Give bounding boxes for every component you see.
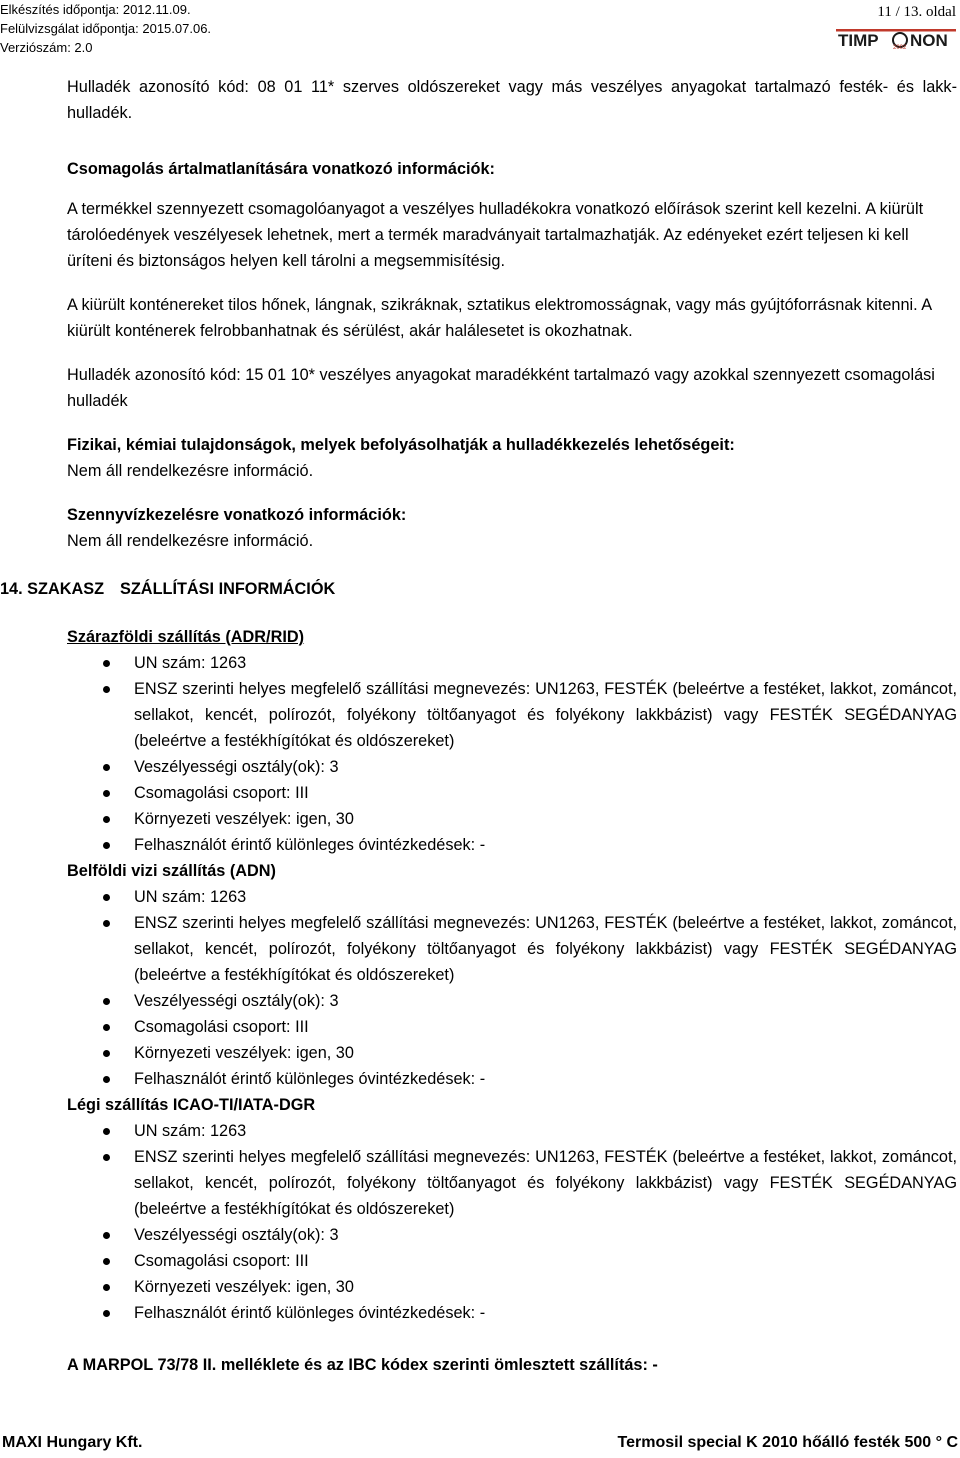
inland-transport-list xyxy=(67,884,957,1092)
waste-code-2: Hulladék azonosító kód: 15 01 10* veszélyes anyagokat maradékként tartalmazó vagy azokkal szennyezett csomagolási hulladék xyxy=(67,366,935,410)
container-warning: A kiürült konténereket tilos hőnek, lángnak, szikráknak, sztatikus elektromosságnak, vagy más gyújtóforrásnak kitenni. A kiürült konténerek felrobbanhatnak és sérülést, akár halálesetet is okozhatnak. xyxy=(67,296,932,340)
list-item: Környezeti veszélyek: igen, 30 xyxy=(67,806,957,832)
list-item: Felhasználót érintő különleges óvintézkedések: - xyxy=(67,1300,957,1326)
section-14-heading xyxy=(0,576,957,602)
list-item: Csomagolási csoport: III xyxy=(67,1014,957,1040)
land-transport-list xyxy=(67,650,957,858)
section-number: 14. SZAKASZ xyxy=(0,580,105,598)
version-number: Verziószám: 2.0 xyxy=(0,40,93,55)
list-item: Környezeti veszélyek: igen, 30 xyxy=(67,1274,957,1300)
inland-transport-heading: Belföldi vizi szállítás (ADN) xyxy=(67,862,276,880)
page-number: 11 / 13. oldal xyxy=(877,4,956,20)
list-item: UN szám: 1263 xyxy=(67,884,957,910)
logo-text-right: NON xyxy=(910,31,948,50)
footer-product: Termosil special K 2010 hőálló festék 500 ° C xyxy=(617,1434,958,1451)
company-logo xyxy=(836,24,956,50)
list-item: ENSZ szerinti helyes megfelelő szállítási megnevezés: UN1263, FESTÉK (beleértve a festéket, lakkot, zománcot, sellakot, kencét, polírozót, folyékony töltőanyagot és folyékony lakkbázist) vagy FESTÉK SEGÉDANYAG (beleértve a festékhígítókat és oldószereket) xyxy=(67,910,957,988)
list-item: ENSZ szerinti helyes megfelelő szállítási megnevezés: UN1263, FESTÉK (beleértve a festéket, lakkot, zománcot, sellakot, kencét, polírozót, folyékony töltőanyagot és folyékony lakkbázist) vagy FESTÉK SEGÉDANYAG (beleértve a festékhígítókat és oldószereket) xyxy=(67,676,957,754)
list-item: UN szám: 1263 xyxy=(67,1118,957,1144)
list-item: Veszélyességi osztály(ok): 3 xyxy=(67,754,957,780)
page-content xyxy=(0,74,957,1378)
list-item: Veszélyességi osztály(ok): 3 xyxy=(67,988,957,1014)
list-item: Felhasználót érintő különleges óvintézkedések: - xyxy=(67,832,957,858)
list-item: ENSZ szerinti helyes megfelelő szállítási megnevezés: UN1263, FESTÉK (beleértve a festéket, lakkot, zománcot, sellakot, kencét, polírozót, folyékony töltőanyagot és folyékony lakkbázist) vagy FESTÉK SEGÉDANYAG (beleértve a festékhígítókat és oldószereket) xyxy=(67,1144,957,1222)
list-item: UN szám: 1263 xyxy=(67,650,957,676)
packaging-heading: Csomagolás ártalmatlanítására vonatkozó információk: xyxy=(67,160,495,178)
list-item: Környezeti veszélyek: igen, 30 xyxy=(67,1040,957,1066)
waste-code-1: Hulladék azonosító kód: 08 01 11* szerves oldószereket vagy más veszélyes anyagokat tartalmazó festék- és lakk-hulladék. xyxy=(67,78,957,122)
document-header-info xyxy=(0,0,211,57)
air-transport-list xyxy=(67,1118,957,1326)
list-item: Veszélyességi osztály(ok): 3 xyxy=(67,1222,957,1248)
logo-text-left: TIMP xyxy=(838,31,879,50)
footer-company: MAXI Hungary Kft. xyxy=(2,1434,143,1451)
air-transport-heading: Légi szállítás ICAO-TI/IATA-DGR xyxy=(67,1096,316,1114)
physchem-heading: Fizikai, kémiai tulajdonságok, melyek befolyásolhatják a hulladékkezelés lehetőségeit: xyxy=(67,436,735,454)
physchem-value: Nem áll rendelkezésre információ. xyxy=(67,462,314,480)
marpol-statement: A MARPOL 73/78 II. melléklete és az IBC kódex szerinti ömlesztett szállítás: - xyxy=(67,1356,658,1374)
revised-date: Felülvizsgálat időpontja: 2015.07.06. xyxy=(0,21,212,36)
logo-year: 2002 xyxy=(893,45,907,50)
document-header-right xyxy=(836,4,956,50)
packaging-text: A termékkel szennyezett csomagolóanyagot a veszélyes hulladékokra vonatkozó előírások szerint kell kezelni. A kiürült tárolóedények veszélyesek lehetnek, mert a termék maradványait tartalmazhatják. Az edényeket ezért teljesen ki kell üríteni és biztonságos helyen kell tárolni a megsemmisítésig. xyxy=(67,200,924,270)
list-item: Csomagolási csoport: III xyxy=(67,1248,957,1274)
land-transport-heading: Szárazföldi szállítás (ADR/RID) xyxy=(67,628,305,646)
wastewater-value: Nem áll rendelkezésre információ. xyxy=(67,532,314,550)
list-item: Felhasználót érintő különleges óvintézkedések: - xyxy=(67,1066,957,1092)
section-title: SZÁLLÍTÁSI INFORMÁCIÓK xyxy=(120,580,336,598)
wastewater-heading: Szennyvízkezelésre vonatkozó információk: xyxy=(67,506,407,524)
list-item: Csomagolási csoport: III xyxy=(67,780,957,806)
created-date: Elkészítés időpontja: 2012.11.09. xyxy=(0,2,191,17)
